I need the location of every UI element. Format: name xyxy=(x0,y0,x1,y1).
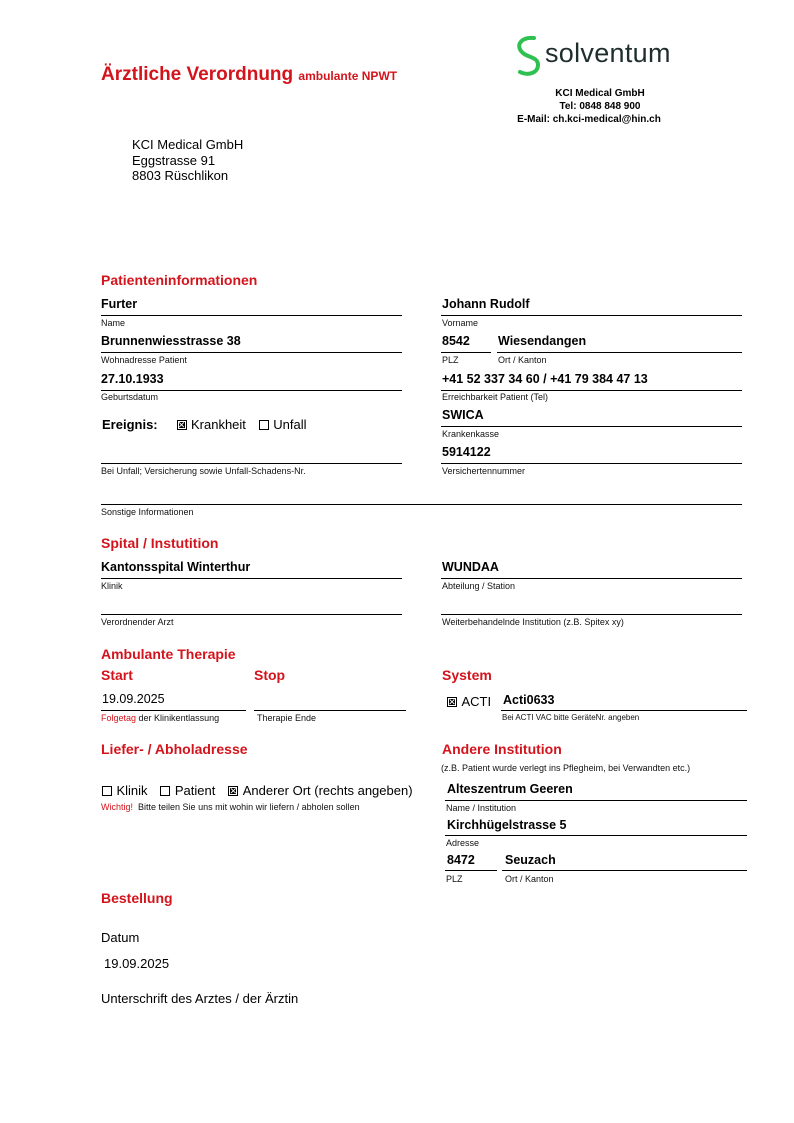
therapy-start-label: Folgetag der Klinikentlassung xyxy=(101,713,220,723)
section-heading-order: Bestellung xyxy=(101,890,173,906)
recipient-line: KCI Medical GmbH xyxy=(132,137,244,152)
recipient-address xyxy=(132,137,243,184)
delivery-clinic-label: Klinik xyxy=(116,783,148,798)
therapy-start-value[interactable]: 19.09.2025 xyxy=(102,692,165,706)
clinic-value[interactable]: Kantonsspital Winterthur xyxy=(101,560,251,574)
other-institution-city-value[interactable]: Seuzach xyxy=(505,853,556,867)
document-title: Ärztliche Verordnung ambulante NPWT xyxy=(101,64,398,85)
section-heading-patient: Patienteninformationen xyxy=(101,272,258,288)
section-heading-therapy: Ambulante Therapie xyxy=(101,646,236,662)
patient-birthdate-label: Geburtsdatum xyxy=(101,392,159,402)
system-heading: System xyxy=(442,667,492,683)
patient-address-label: Wohnadresse Patient xyxy=(101,355,187,365)
event-row xyxy=(102,416,307,434)
system-acti-option xyxy=(447,693,491,711)
delivery-other-checkbox[interactable] xyxy=(228,786,238,796)
other-institution-plz-label: PLZ xyxy=(446,874,463,884)
order-date-value[interactable]: 19.09.2025 xyxy=(104,956,170,971)
other-institution-hint: (z.B. Patient wurde verlegt ins Pflegheim, bei Verwandten etc.) xyxy=(441,763,691,773)
solventum-logo-icon xyxy=(512,34,546,80)
event-accident-checkbox[interactable] xyxy=(259,420,269,430)
delivery-important-note: Wichtig! Bitte teilen Sie uns mit wohin wir liefern / abholen sollen xyxy=(101,802,360,812)
ward-label: Abteilung / Station xyxy=(442,581,516,591)
therapy-start-heading: Start xyxy=(101,667,133,683)
insured-number-value[interactable]: 5914122 xyxy=(442,445,491,459)
other-info-label: Sonstige Informationen xyxy=(101,507,194,517)
recipient-line: 8803 Rüschlikon xyxy=(132,168,229,183)
system-acti-label: ACTI xyxy=(461,694,492,709)
insurance-label: Krankenkasse xyxy=(442,429,500,439)
insurance-value[interactable]: SWICA xyxy=(442,408,484,422)
patient-birthdate-value[interactable]: 27.10.1933 xyxy=(101,372,164,386)
delivery-patient-checkbox[interactable] xyxy=(160,786,170,796)
prescribing-doctor-label: Verordnender Arzt xyxy=(101,617,174,627)
system-acti-checkbox[interactable] xyxy=(447,697,457,707)
patient-firstname-label: Vorname xyxy=(442,318,479,328)
other-institution-name-value[interactable]: Alteszentrum Geeren xyxy=(447,782,573,796)
patient-name-label: Name xyxy=(101,318,126,328)
patient-phone-value[interactable]: +41 52 337 34 60 / +41 79 384 47 13 xyxy=(442,372,648,386)
logo-text: solventum xyxy=(545,38,671,68)
system-device-value[interactable]: Acti0633 xyxy=(503,693,555,707)
patient-plz-value[interactable]: 8542 xyxy=(442,334,470,348)
patient-name-value[interactable]: Furter xyxy=(101,297,138,311)
patient-address-value[interactable]: Brunnenwiesstrasse 38 xyxy=(101,334,241,348)
section-heading-hospital: Spital / Instutition xyxy=(101,535,219,551)
followup-institution-label: Weiterbehandelnde Institution (z.B. Spitex xy) xyxy=(442,617,624,627)
delivery-options xyxy=(102,782,413,800)
brand-logo xyxy=(512,34,692,82)
patient-firstname-value[interactable]: Johann Rudolf xyxy=(442,297,530,311)
delivery-other-label: Anderer Ort (rechts angeben) xyxy=(242,783,413,798)
section-heading-delivery: Liefer- / Abholadresse xyxy=(101,741,248,757)
section-heading-other-institution: Andere Institution xyxy=(442,741,562,757)
other-institution-name-label: Name / Institution xyxy=(446,803,517,813)
event-label: Ereignis: xyxy=(102,417,158,432)
delivery-patient-label: Patient xyxy=(174,783,216,798)
company-email: E-Mail: ch.kci-medical@hin.ch xyxy=(517,114,661,125)
patient-plz-label: PLZ xyxy=(442,355,459,365)
company-phone: Tel: 0848 848 900 xyxy=(559,101,641,112)
clinic-label: Klinik xyxy=(101,581,123,591)
order-date-label: Datum xyxy=(101,930,140,945)
event-accident-label: Unfall xyxy=(273,417,307,432)
company-name: KCI Medical GmbH xyxy=(555,88,645,99)
event-sickness-label: Krankheit xyxy=(190,417,246,432)
system-device-hint: Bei ACTI VAC bitte GeräteNr. angeben xyxy=(502,713,640,722)
signature-label: Unterschrift des Arztes / der Ärztin xyxy=(101,991,299,1006)
delivery-clinic-checkbox[interactable] xyxy=(102,786,112,796)
therapy-stop-heading: Stop xyxy=(254,667,286,683)
therapy-stop-label: Therapie Ende xyxy=(257,713,317,723)
ward-value[interactable]: WUNDAA xyxy=(442,560,499,574)
patient-city-label: Ort / Kanton xyxy=(498,355,547,365)
other-institution-city-label: Ort / Kanton xyxy=(505,874,554,884)
insured-number-label: Versichertennummer xyxy=(442,466,526,476)
patient-phone-label: Erreichbarkeit Patient (Tel) xyxy=(442,392,549,402)
other-institution-plz-value[interactable]: 8472 xyxy=(447,853,475,867)
accident-insurance-label: Bei Unfall; Versicherung sowie Unfall-Schadens-Nr. xyxy=(101,466,306,476)
other-institution-address-value[interactable]: Kirchhügelstrasse 5 xyxy=(447,818,567,832)
document-subtitle: ambulante NPWT xyxy=(298,69,398,83)
event-sickness-checkbox[interactable] xyxy=(177,420,187,430)
recipient-line: Eggstrasse 91 xyxy=(132,152,216,168)
patient-city-value[interactable]: Wiesendangen xyxy=(498,334,587,348)
other-institution-address-label: Adresse xyxy=(446,838,480,848)
